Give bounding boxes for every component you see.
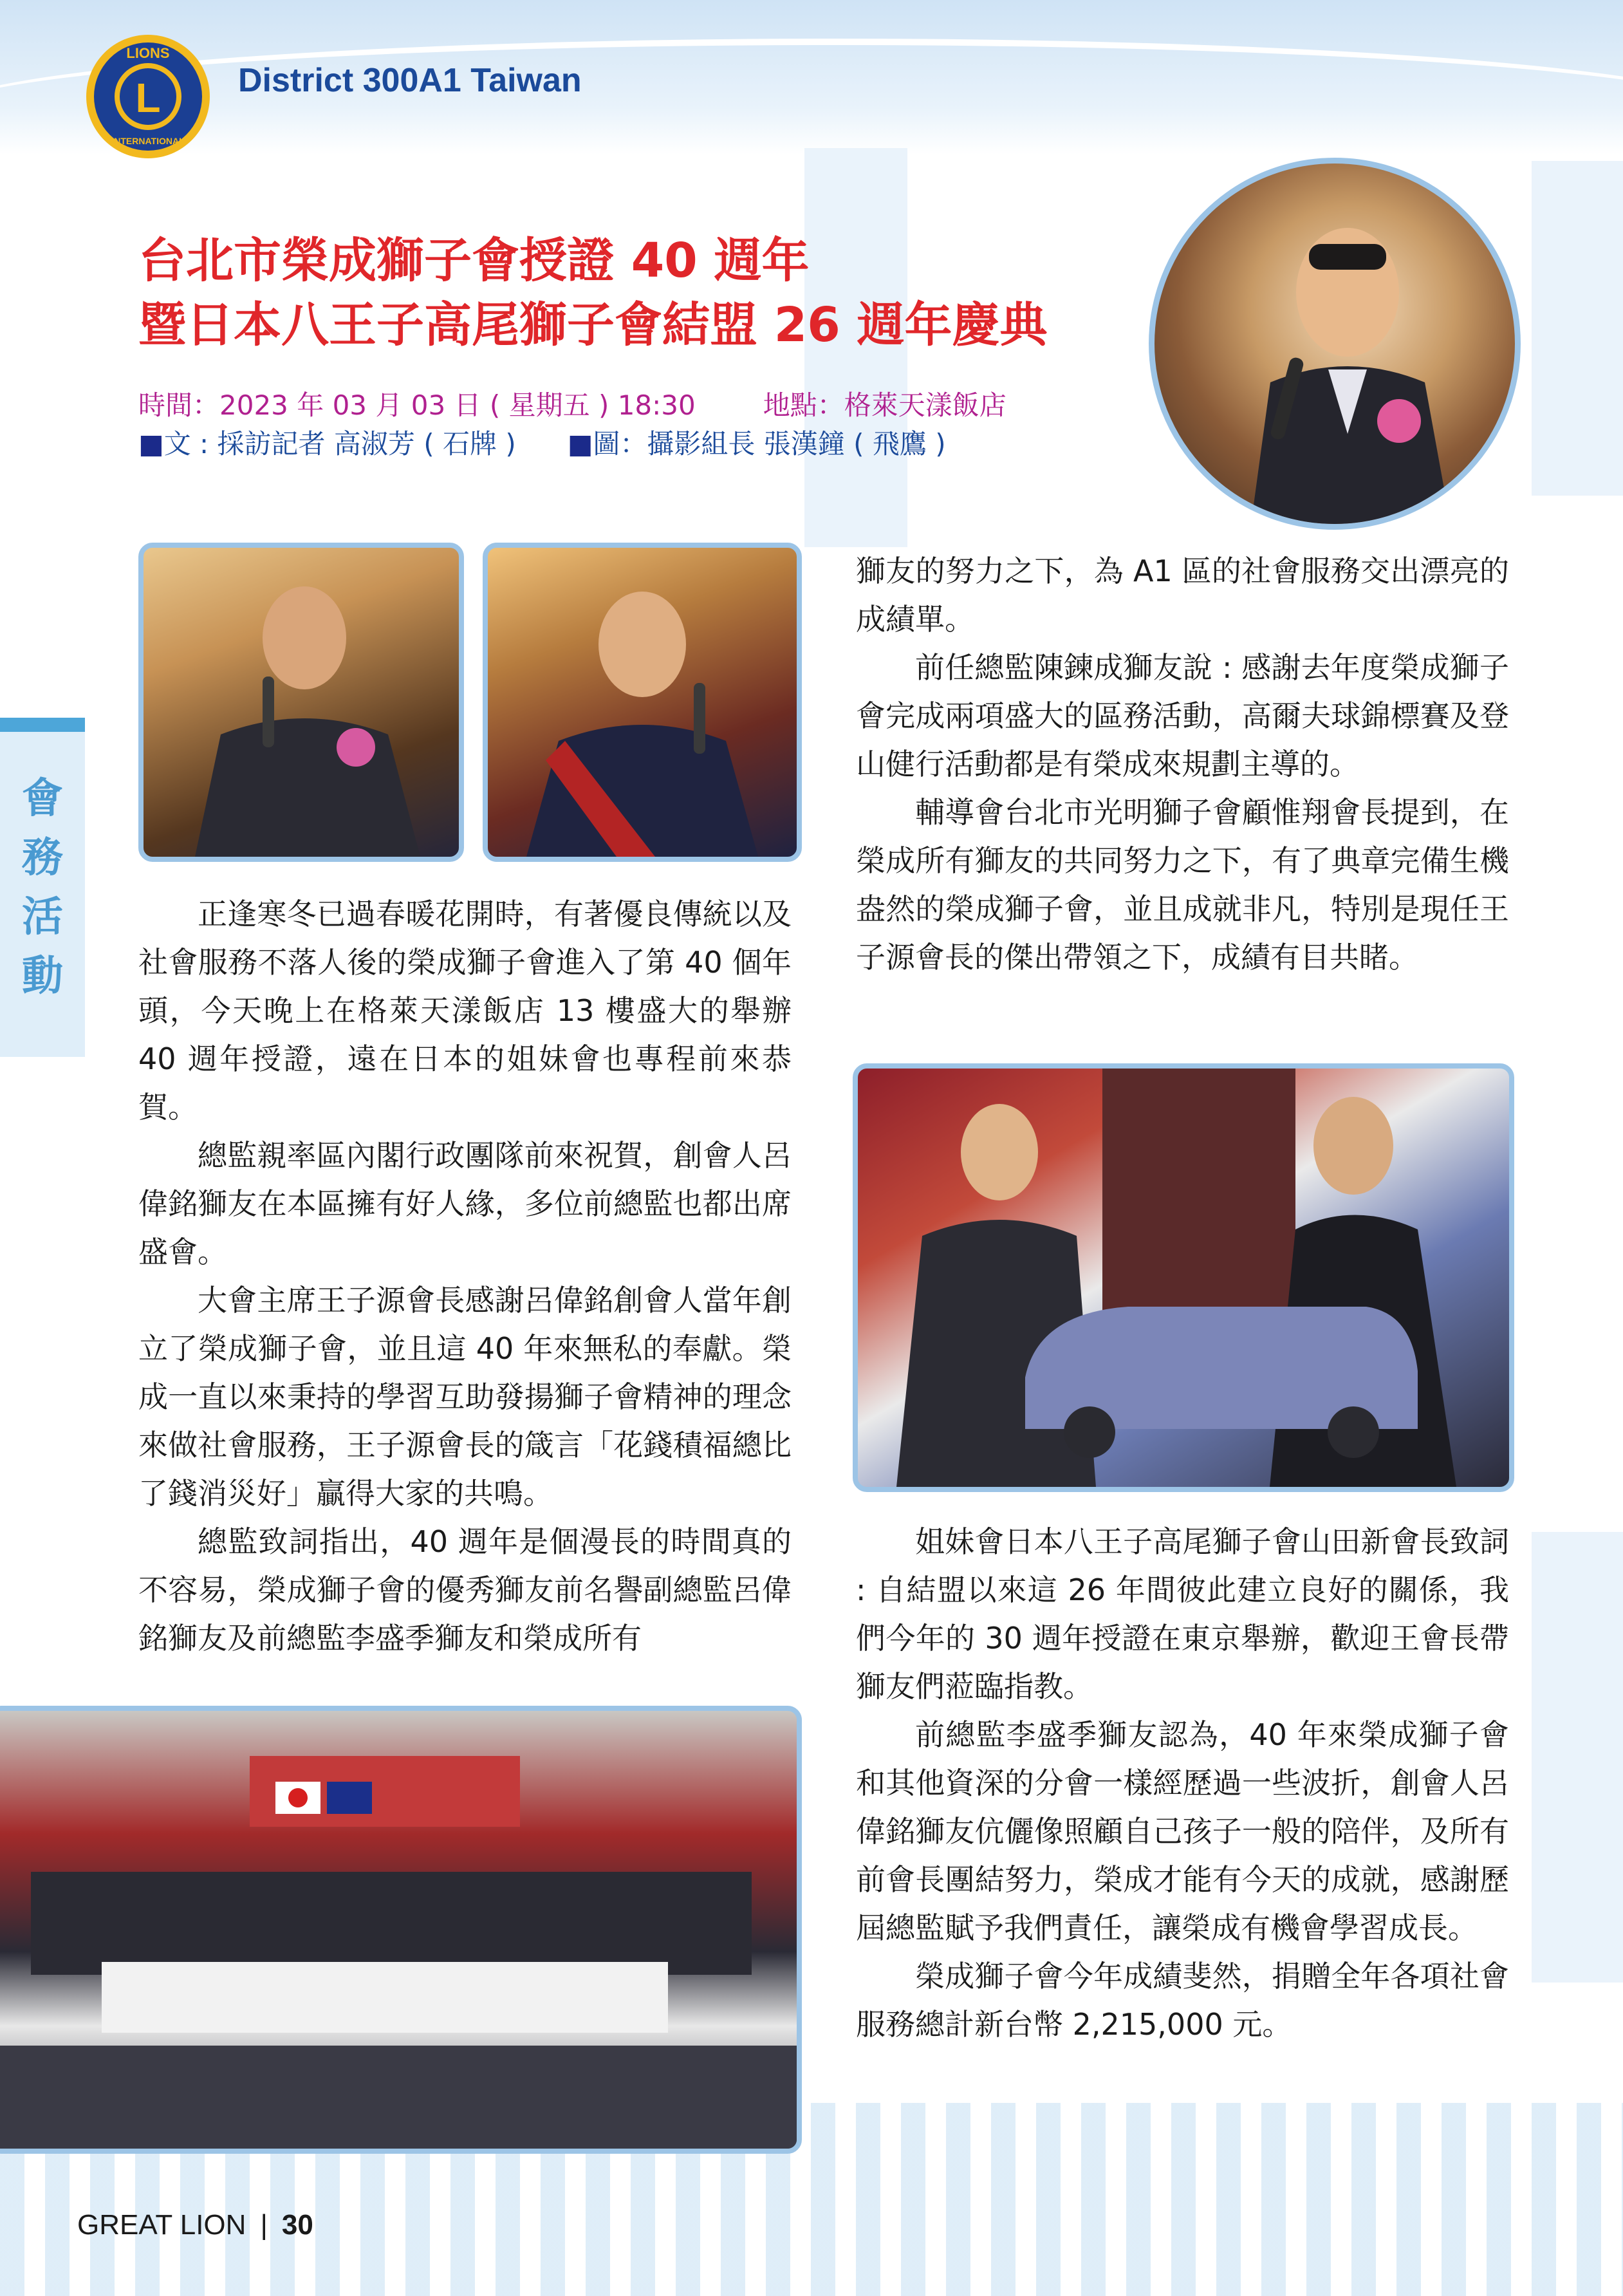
credits — [138, 425, 1006, 463]
event-location: 地點：格萊天漾飯店 — [763, 389, 1006, 421]
photo-group — [0, 1706, 802, 2154]
paragraph: 大會主席王子源會長感謝呂偉銘創會人當年創立了榮成獅子會，並且這 40 年來無私的奉獻。榮成一直以來秉持的學習互助發揚獅子會精神的理念來做社會服務，王子源會長的箴言「花錢積福總比了錢消災好」贏得大家的共鳴。 — [138, 1283, 792, 1511]
article-title-line-1: 台北市榮成獅子會授證 40 週年 — [138, 233, 810, 288]
article-meta — [138, 386, 1006, 463]
paragraph: 獅友的努力之下，為 A1 區的社會服務交出漂亮的成績單。 — [856, 554, 1509, 637]
paragraph: 正逢寒冬已過春暖花開時，有著優良傳統以及社會服務不落人後的榮成獅子會進入了第 40 個年頭，今天晚上在格萊天漾飯店 13 樓盛大的舉辦 40 週年授證，遠在日本的姐妹會也專程前來恭賀。 — [138, 897, 792, 1125]
paragraph: 總監致詞指出，40 週年是個漫長的時間真的不容易，榮成獅子會的優秀獅友前名譽副總監呂偉銘獅友及前總監李盛季獅友和榮成所有 — [138, 1524, 792, 1656]
photographer-marker: ■ — [567, 428, 593, 460]
background-block-3 — [1532, 1532, 1623, 1983]
photo-donation-van — [853, 1063, 1514, 1492]
photo-speaker-left — [138, 543, 464, 862]
paragraph: 前任總監陳鍊成獅友說 : 感謝去年度榮成獅子會完成兩項盛大的區務活動，高爾夫球錦標賽及登山健行活動都是有榮成來規劃主導的。 — [856, 650, 1509, 781]
page-footer — [77, 2209, 313, 2241]
photo-group-figure — [0, 1711, 797, 2149]
event-time: 時間：2023 年 03 月 03 日 ( 星期五 ) 18:30 — [138, 389, 696, 421]
lions-logo — [84, 32, 212, 161]
article-body-right-bottom — [856, 1518, 1509, 2049]
page-number: 30 — [281, 2209, 313, 2241]
author-marker: ■ — [138, 428, 164, 460]
logo-letter: L — [135, 75, 161, 121]
district-title: District 300A1 Taiwan — [238, 62, 582, 99]
paragraph: 榮成獅子會今年成績斐然，捐贈全年各項社會服務總計新台幣 2,215,000 元。 — [856, 1959, 1509, 2042]
portrait-figure — [1155, 163, 1515, 524]
paragraph: 姐妹會日本八王子高尾獅子會山田新會長致詞 : 自結盟以來這 26 年間彼此建立良好的關係，我們今年的 30 週年授證在東京舉辦，歡迎王會長帶獅友們蒞臨指教。 — [856, 1524, 1509, 1704]
article-title-line-2: 暨日本八王子高尾獅子會結盟 26 週年慶典 — [138, 297, 1048, 353]
background-block-2 — [1532, 161, 1623, 496]
author-credit: 文 : 採訪記者 高淑芳 ( 石牌 ) — [163, 428, 516, 460]
paragraph: 總監親率區內閣行政團隊前來祝賀，創會人呂偉銘獅友在本區擁有好人緣，多位前總監也都出席盛會。 — [138, 1138, 792, 1269]
magazine-name: GREAT LION — [77, 2209, 246, 2241]
article-body-left — [138, 890, 792, 1663]
logo-top-text: LIONS — [126, 45, 170, 61]
paragraph: 前總監李盛季獅友認為，40 年來榮成獅子會和其他資深的分會一樣經歷過一些波折，創會人呂偉銘獅友伉儷像照顧自己孩子一般的陪伴，及所有前會長團結努力，榮成才能有今天的成就，感謝歷屆總監賦予我們責任，讓榮成有機會學習成長。 — [856, 1717, 1509, 1945]
photo-speaker-right — [483, 543, 802, 862]
speaker-portrait-photo — [1149, 158, 1521, 530]
logo-bottom-text: INTERNATIONAL — [111, 136, 185, 146]
event-info — [138, 386, 1006, 425]
photo-speaker-left-figure — [144, 548, 459, 857]
photo-donation-van-figure — [858, 1069, 1509, 1487]
footer-separator: | — [260, 2209, 268, 2241]
paragraph: 輔導會台北市光明獅子會顧惟翔會長提到，在榮成所有獅友的共同努力之下，有了典章完備生機盎然的榮成獅子會，並且成就非凡，特別是現任王子源會長的傑出帶領之下，成績有目共睹。 — [856, 795, 1509, 975]
photographer-credit: 圖：攝影組長 張漢鐘 ( 飛鷹 ) — [593, 428, 946, 460]
article-title — [138, 229, 1142, 357]
article-body-right-top — [856, 547, 1509, 982]
photo-speaker-right-figure — [488, 548, 797, 857]
section-tab-label: 會務活動 — [22, 775, 63, 1000]
